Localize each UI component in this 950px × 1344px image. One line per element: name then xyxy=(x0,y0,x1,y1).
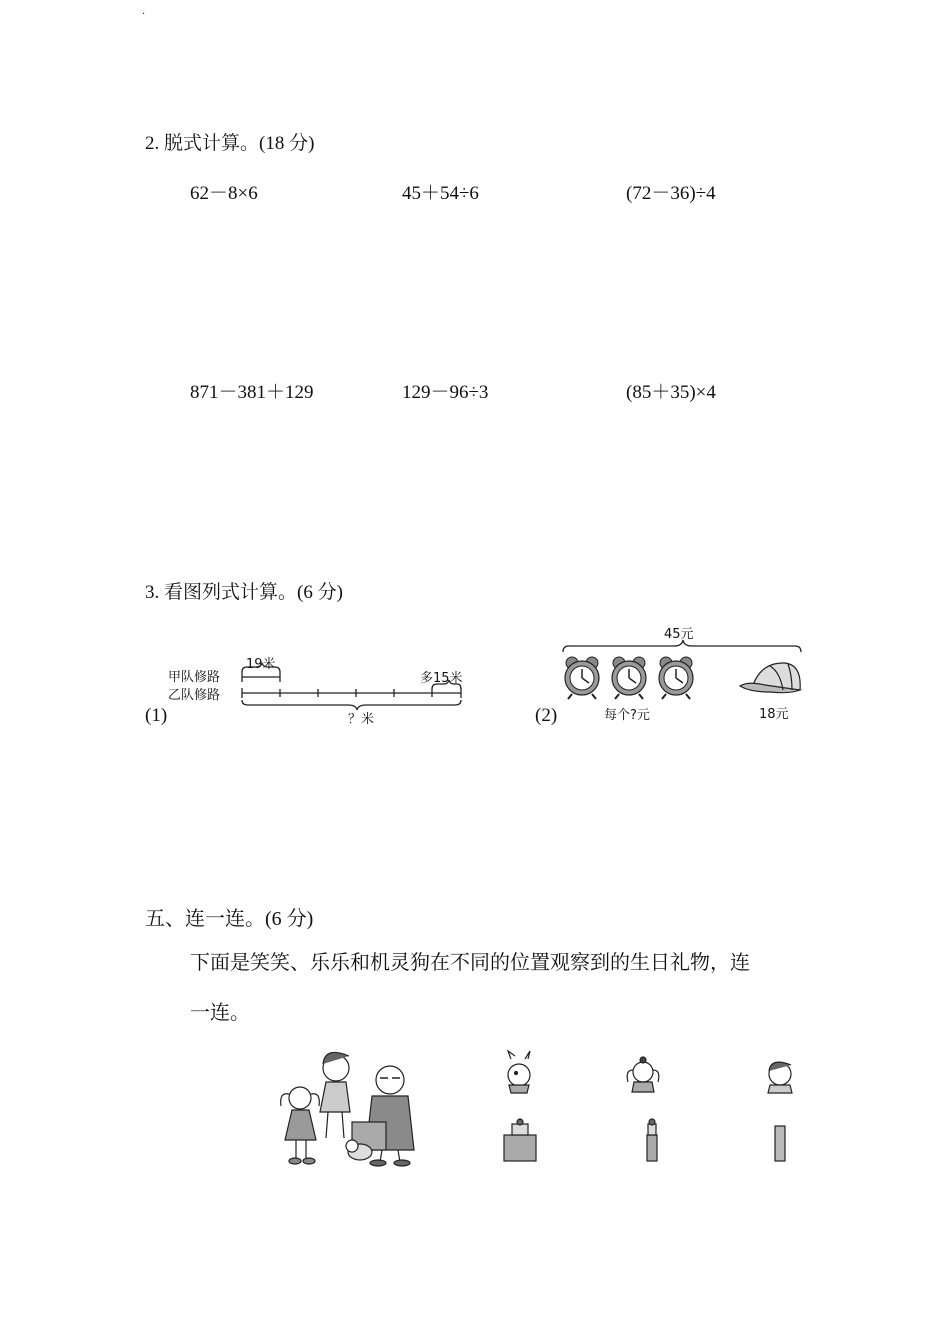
dog-head-icon xyxy=(508,1051,530,1093)
gift-side-view-icon xyxy=(647,1119,657,1161)
cap-price-label: 18元 xyxy=(759,707,789,722)
row1-label: 甲队修路 xyxy=(168,670,221,685)
page-mark: . xyxy=(142,6,146,17)
expression-2: 45＋54÷6 xyxy=(402,183,479,204)
q5-instruction-line1: 下面是笑笑、乐乐和机灵狗在不同的位置观察到的生日礼物，连 xyxy=(190,952,750,974)
fig1-index: (1) xyxy=(145,705,168,726)
gift-narrow-view-icon xyxy=(775,1126,785,1161)
total-label: ？米 xyxy=(348,712,375,727)
girl-head-icon xyxy=(627,1057,659,1092)
extra-label: 多15米 xyxy=(420,671,463,686)
q3-title: 3. 看图列式计算。(6 分) xyxy=(145,582,343,603)
gift-front-view-icon xyxy=(504,1119,536,1161)
expression-3: (72－36)÷4 xyxy=(626,183,716,204)
fig2-total-label: 45元 xyxy=(664,627,694,642)
fig2-index: (2) xyxy=(535,705,558,726)
q5-instruction-line2: 一连。 xyxy=(190,1002,250,1024)
expression-4: 871－381＋129 xyxy=(190,382,314,403)
row2-label: 乙队修路 xyxy=(168,688,221,703)
q5-title: 五、连一连。(6 分) xyxy=(145,908,314,930)
q2-title: 2. 脱式计算。(18 分) xyxy=(145,133,315,154)
children-with-grandpa-illustration xyxy=(281,1052,414,1166)
clock-price-label: 每个?元 xyxy=(604,708,650,723)
expression-6: (85＋35)×4 xyxy=(626,382,716,403)
seg1-label: 19米 xyxy=(246,657,276,672)
expression-1: 62－8×6 xyxy=(190,183,258,204)
boy-head-icon xyxy=(768,1062,792,1093)
expression-5: 129－96÷3 xyxy=(402,382,489,403)
